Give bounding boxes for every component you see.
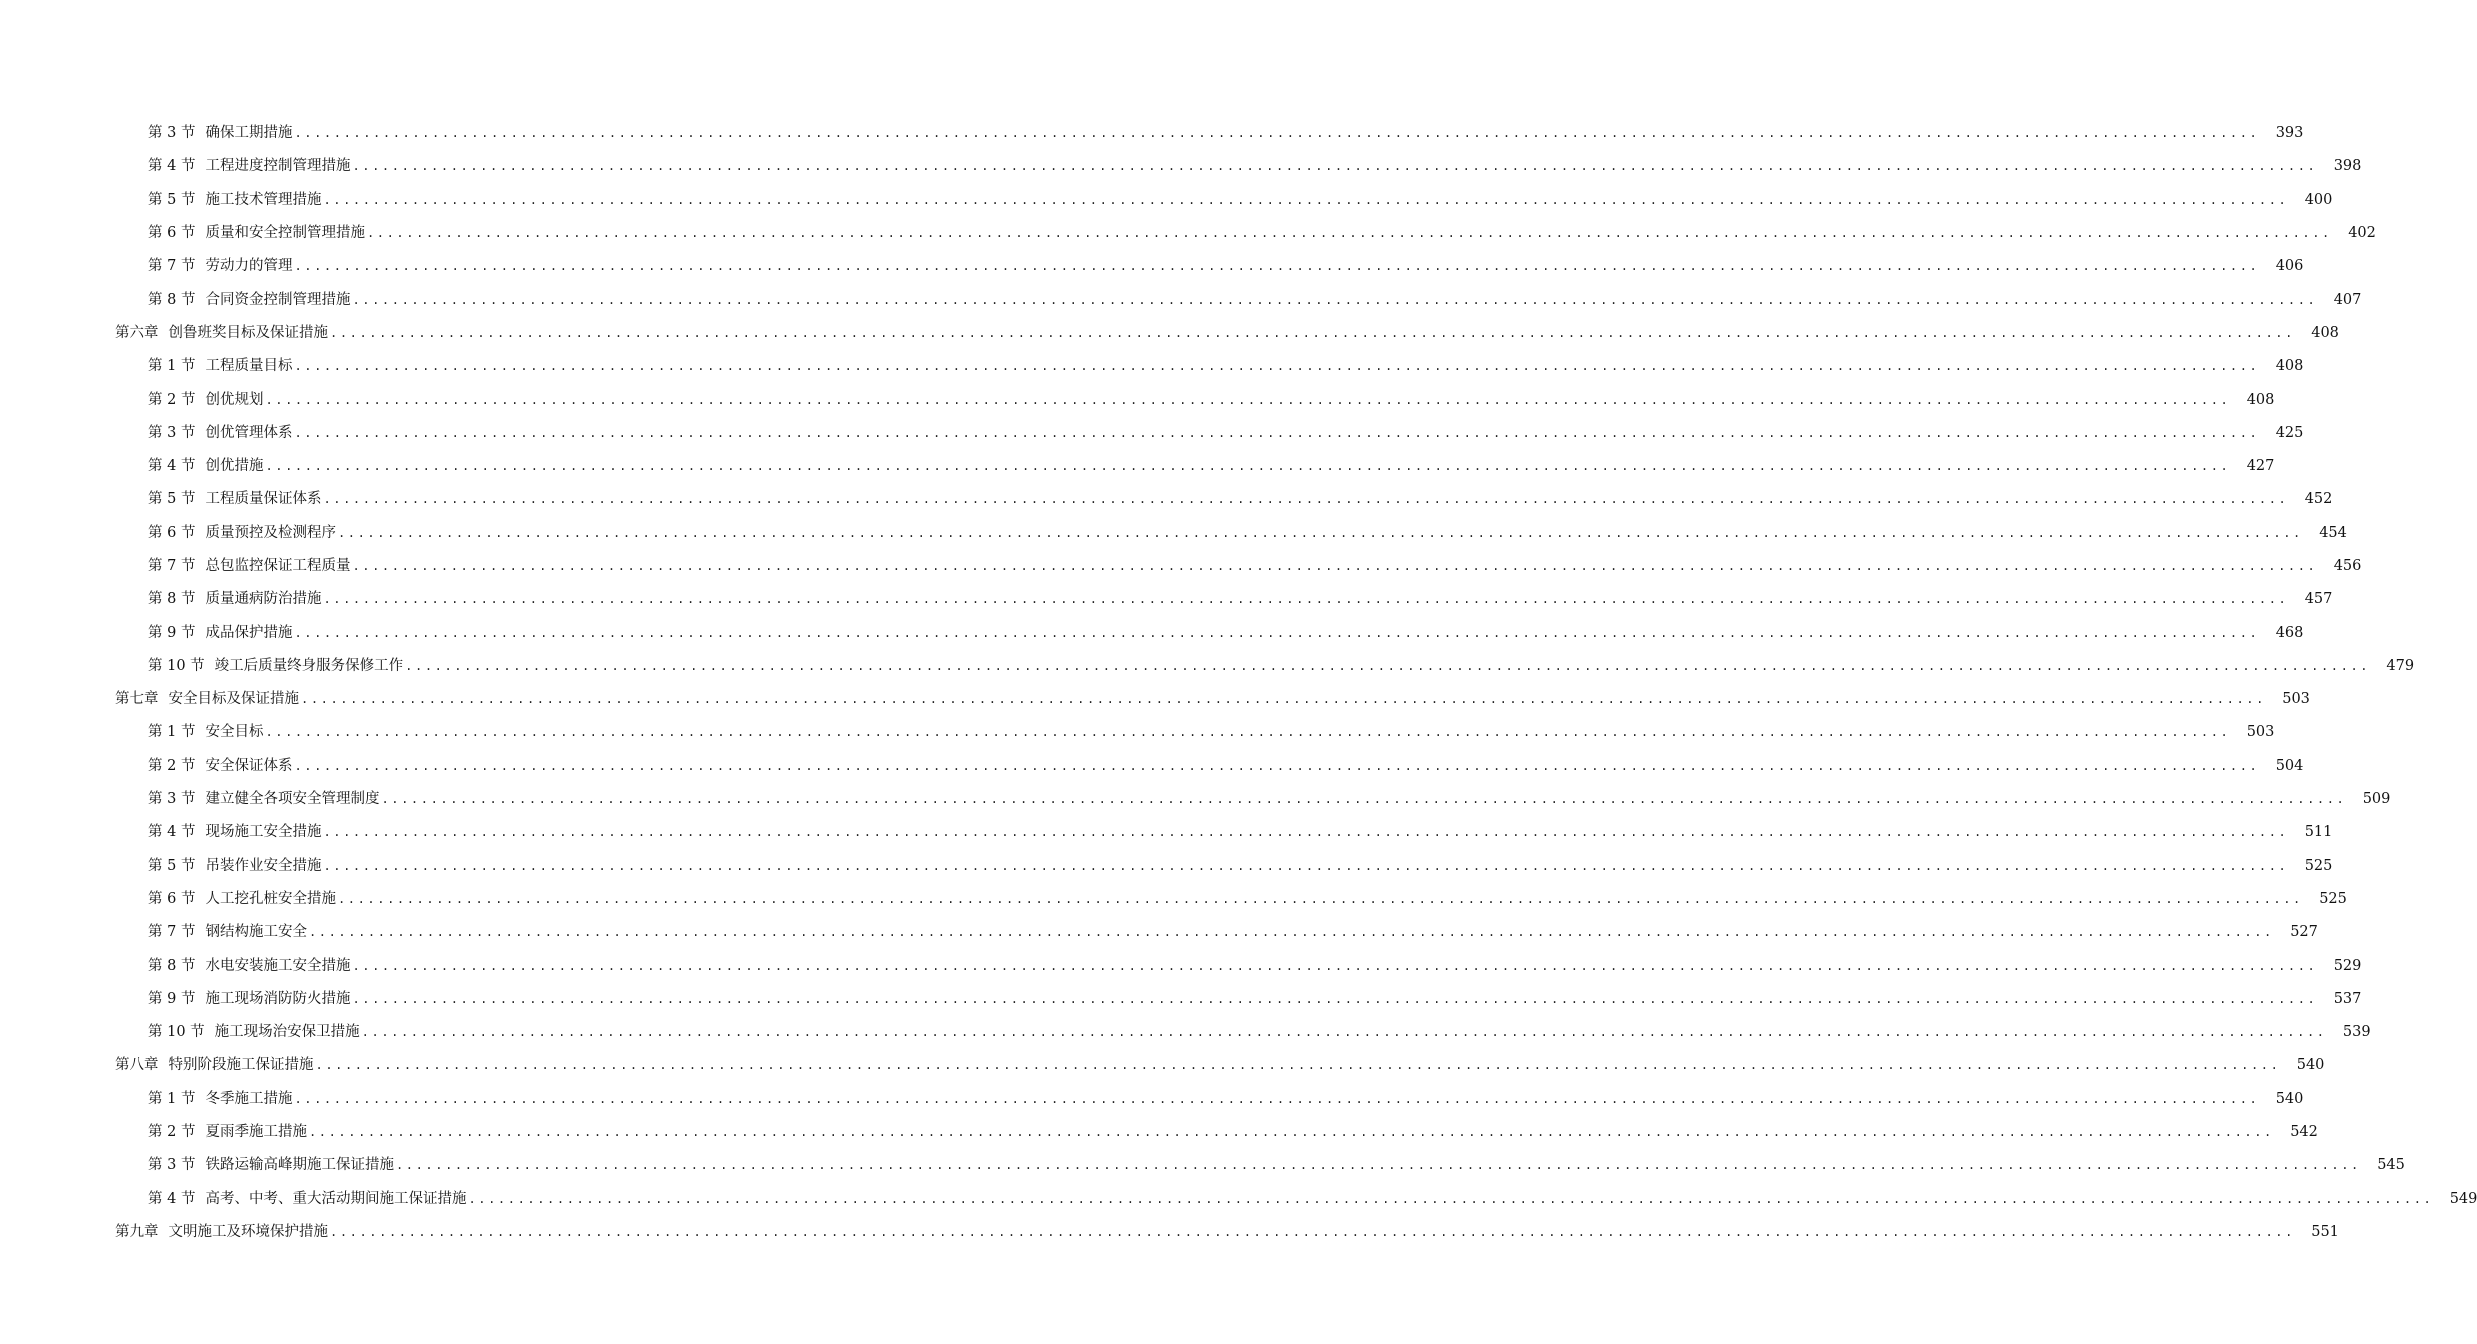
toc-entry-page-number: 537 [2333,990,2362,1007]
toc-entry-number: 第 4 节 [148,458,196,475]
toc-chapter-entry[interactable] [0,683,2310,716]
toc-entry-page-number: 529 [2333,957,2362,974]
dot-leader: ........................................................................................................................................................................................................ [308,1125,2274,1140]
toc-entry-title: 建立健全各项安全管理制度 [205,791,380,808]
toc-chapter-entry[interactable] [0,1049,2325,1082]
toc-section-entry[interactable] [0,250,2304,283]
dot-leader: ........................................................................................................................................................................................................ [294,126,2260,141]
toc-section-entry[interactable] [0,1016,2371,1049]
toc-entry-title: 施工现场治安保卫措施 [214,1024,360,1041]
dot-leader: ........................................................................................................................................................................................................ [330,325,2295,340]
dot-leader: ........................................................................................................................................................................................................ [381,792,2347,807]
toc-chapter-entry[interactable] [0,1216,2339,1249]
toc-entry-page-number: 408 [2246,391,2275,408]
toc-entry-page-number: 454 [2319,524,2347,541]
toc-entry-number: 第 2 节 [148,1124,196,1141]
dot-leader: ........................................................................................................................................................................................................ [330,1224,2295,1239]
toc-section-entry[interactable] [0,983,2362,1016]
dot-leader: ........................................................................................................................................................................................................ [323,192,2289,207]
toc-section-entry[interactable] [0,883,2347,916]
toc-entry-page-number: 525 [2319,890,2347,907]
dot-leader: ........................................................................................................................................................................................................ [337,525,2303,540]
dot-leader: ........................................................................................................................................................................................................ [352,292,2318,307]
toc-entry-number: 第 4 节 [148,824,196,841]
toc-entry-title: 安全保证体系 [205,757,293,774]
dot-leader: ........................................................................................................................................................................................................ [323,592,2289,607]
toc-entry-title: 吊装作业安全措施 [205,857,322,874]
toc-entry-title: 冬季施工措施 [205,1090,293,1107]
toc-entry-page-number: 503 [2282,691,2310,708]
toc-entry-page-number: 468 [2275,624,2304,641]
toc-entry-page-number: 511 [2304,824,2333,841]
dot-leader: ........................................................................................................................................................................................................ [405,658,2371,673]
dot-leader: ........................................................................................................................................................................................................ [468,1191,2434,1206]
toc-entry-page-number: 398 [2333,158,2362,175]
toc-entry-page-number: 525 [2304,857,2333,874]
toc-entry-number: 第 4 节 [148,158,196,175]
toc-entry-title: 创优措施 [205,458,264,475]
toc-section-entry[interactable] [0,1083,2304,1116]
toc-entry-number: 第 8 节 [148,591,196,608]
toc-entry-title: 质量和安全控制管理措施 [205,225,365,242]
dot-leader: ........................................................................................................................................................................................................ [265,392,2231,407]
toc-section-entry[interactable] [0,283,2362,316]
toc-entry-title: 施工现场消防防火措施 [205,990,351,1007]
toc-entry-number: 第 2 节 [148,757,196,774]
toc-entry-number: 第九章 [115,1223,159,1240]
toc-entry-number: 第 1 节 [148,724,196,741]
toc-entry-title: 确保工期措施 [205,125,293,142]
toc-section-entry[interactable] [0,417,2304,450]
toc-entry-number: 第 10 节 [148,657,205,674]
toc-section-entry[interactable] [0,949,2362,982]
toc-entry-title: 钢结构施工安全 [205,924,307,941]
toc-section-entry[interactable] [0,650,2415,683]
toc-entry-page-number: 408 [2275,358,2304,375]
dot-leader: ........................................................................................................................................................................................................ [323,825,2289,840]
toc-section-entry[interactable] [0,916,2318,949]
toc-section-entry[interactable] [0,450,2275,483]
dot-leader: ........................................................................................................................................................................................................ [361,1025,2327,1040]
toc-entry-title: 施工技术管理措施 [205,191,322,208]
toc-entry-page-number: 509 [2362,791,2391,808]
dot-leader: ........................................................................................................................................................................................................ [294,259,2260,274]
toc-section-entry[interactable] [0,616,2304,649]
toc-entry-page-number: 402 [2348,225,2376,242]
toc-entry-title: 特别阶段施工保证措施 [168,1057,314,1074]
toc-entry-title: 现场施工安全措施 [205,824,322,841]
dot-leader: ........................................................................................................................................................................................................ [315,1058,2281,1073]
toc-entry-title: 创优规划 [205,391,264,408]
toc-entry-number: 第 5 节 [148,191,196,208]
toc-section-entry[interactable] [0,1149,2405,1182]
toc-entry-title: 文明施工及环境保护措施 [168,1223,328,1240]
toc-entry-page-number: 503 [2246,724,2275,741]
toc-entry-title: 合同资金控制管理措施 [205,291,351,308]
toc-entry-title: 人工挖孔桩安全措施 [205,890,336,907]
toc-section-entry[interactable] [0,117,2304,150]
dot-leader: ........................................................................................................................................................................................................ [352,559,2318,573]
toc-entry-page-number: 479 [2386,657,2415,674]
toc-entry-number: 第 3 节 [148,424,196,441]
toc-section-entry[interactable] [0,583,2333,616]
toc-entry-number: 第 7 节 [148,258,196,275]
dot-leader: ........................................................................................................................................................................................................ [265,725,2231,740]
toc-entry-page-number: 393 [2275,125,2304,142]
dot-leader: ........................................................................................................................................................................................................ [294,625,2260,640]
dot-leader: ........................................................................................................................................................................................................ [366,226,2332,241]
toc-entry-number: 第 8 节 [148,957,196,974]
toc-entry-number: 第 5 节 [148,857,196,874]
toc-entry-page-number: 527 [2290,924,2318,941]
toc-chapter-entry[interactable] [0,317,2339,350]
toc-entry-page-number: 452 [2304,491,2333,508]
toc-section-entry[interactable] [0,217,2376,250]
toc-entry-number: 第 2 节 [148,391,196,408]
toc-section-entry[interactable] [0,517,2347,550]
toc-entry-title: 水电安装施工安全措施 [205,957,351,974]
toc-entry-page-number: 542 [2290,1124,2318,1141]
toc-entry-page-number: 457 [2304,591,2333,608]
toc-entry-page-number: 540 [2275,1090,2304,1107]
toc-entry-title: 工程质量保证体系 [205,491,322,508]
toc-entry-title: 夏雨季施工措施 [205,1124,307,1141]
dot-leader: ........................................................................................................................................................................................................ [323,492,2289,507]
toc-section-entry[interactable] [0,1116,2318,1149]
dot-leader: ........................................................................................................................................................................................................ [301,692,2266,707]
dot-leader: ........................................................................................................................................................................................................ [294,758,2260,773]
toc-section-entry[interactable] [0,1183,2477,1216]
toc-section-entry[interactable] [0,383,2275,416]
toc-entry-title: 创优管理体系 [205,424,293,441]
toc-entry-title: 安全目标 [205,724,264,741]
toc-entry-title: 总包监控保证工程质量 [205,558,351,574]
toc-entry-title: 工程进度控制管理措施 [205,158,351,175]
toc-section-entry[interactable] [0,716,2275,749]
toc-section-entry[interactable] [0,850,2333,883]
toc-entry-number: 第 1 节 [148,358,196,375]
table-of-contents [0,117,2477,1249]
toc-entry-number: 第 9 节 [148,990,196,1007]
dot-leader: ........................................................................................................................................................................................................ [294,1091,2260,1106]
dot-leader: ........................................................................................................................................................................................................ [294,359,2260,374]
toc-section-entry[interactable] [0,150,2362,183]
dot-leader: ........................................................................................................................................................................................................ [352,159,2318,174]
toc-entry-page-number: 425 [2275,424,2304,441]
toc-entry-number: 第 1 节 [148,1090,196,1107]
dot-leader: ........................................................................................................................................................................................................ [294,425,2260,440]
dot-leader: ........................................................................................................................................................................................................ [337,891,2303,906]
toc-entry-number: 第 6 节 [148,524,196,541]
toc-entry-number: 第 5 节 [148,491,196,508]
dot-leader: ........................................................................................................................................................................................................ [323,858,2289,873]
dot-leader: ........................................................................................................................................................................................................ [395,1158,2361,1173]
toc-entry-title: 劳动力的管理 [205,258,293,275]
toc-entry-title: 成品保护措施 [205,624,293,641]
toc-entry-number: 第 3 节 [148,791,196,808]
toc-entry-number: 第 10 节 [148,1024,205,1041]
toc-entry-page-number: 504 [2275,757,2304,774]
toc-entry-page-number: 549 [2449,1190,2477,1207]
toc-entry-number: 第 6 节 [148,890,196,907]
toc-entry-page-number: 539 [2342,1024,2371,1041]
toc-entry-page-number: 408 [2311,324,2339,341]
toc-entry-number: 第 4 节 [148,1190,196,1207]
toc-section-entry[interactable] [0,750,2304,783]
toc-entry-number: 第 3 节 [148,125,196,142]
toc-entry-page-number: 400 [2304,191,2333,208]
dot-leader: ........................................................................................................................................................................................................ [352,958,2318,973]
dot-leader: ........................................................................................................................................................................................................ [308,925,2274,940]
toc-entry-number: 第八章 [115,1057,159,1074]
toc-entry-page-number: 551 [2311,1223,2339,1240]
toc-entry-number: 第 9 节 [148,624,196,641]
toc-section-entry[interactable] [0,783,2391,816]
toc-section-entry[interactable] [0,550,2362,583]
toc-section-entry[interactable] [0,184,2333,217]
toc-entry-number: 第六章 [115,324,159,341]
toc-entry-number: 第 3 节 [148,1157,196,1174]
toc-entry-number: 第 6 节 [148,225,196,242]
toc-entry-page-number: 540 [2296,1057,2325,1074]
toc-section-entry[interactable] [0,483,2333,516]
toc-entry-title: 铁路运输高峰期施工保证措施 [205,1157,394,1174]
toc-entry-title: 创鲁班奖目标及保证措施 [168,324,328,341]
toc-section-entry[interactable] [0,816,2333,849]
toc-entry-number: 第 7 节 [148,924,196,941]
toc-entry-number: 第 8 节 [148,291,196,308]
toc-entry-page-number: 456 [2333,558,2362,574]
toc-entry-number: 第七章 [115,691,159,708]
toc-entry-title: 安全目标及保证措施 [168,691,299,708]
toc-entry-title: 高考、中考、重大活动期间施工保证措施 [205,1190,467,1207]
toc-entry-title: 工程质量目标 [205,358,293,375]
dot-leader: ........................................................................................................................................................................................................ [352,991,2318,1006]
toc-section-entry[interactable] [0,350,2304,383]
toc-entry-page-number: 406 [2275,258,2304,275]
toc-entry-title: 质量通病防治措施 [205,591,322,608]
toc-entry-title: 质量预控及检测程序 [205,524,336,541]
dot-leader: ........................................................................................................................................................................................................ [265,459,2231,474]
toc-entry-page-number: 407 [2333,291,2362,308]
toc-entry-page-number: 545 [2377,1157,2405,1174]
toc-entry-title: 竣工后质量终身服务保修工作 [214,657,404,674]
toc-entry-page-number: 427 [2246,458,2275,475]
toc-entry-number: 第 7 节 [148,558,196,574]
